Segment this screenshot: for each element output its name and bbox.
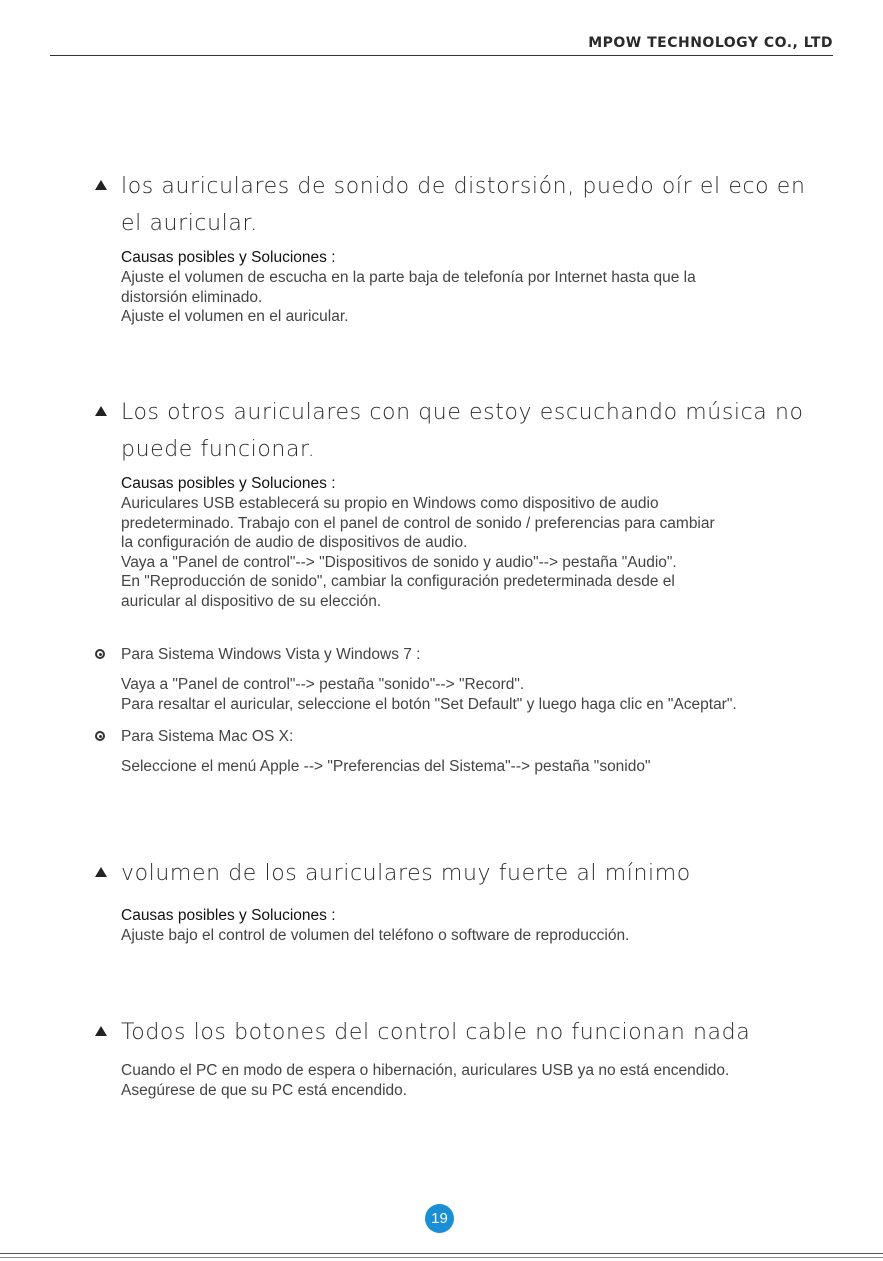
- body-line: Vaya a "Panel de control"--> "Dispositivos de sonido y audio"--> pestaña "Audio".: [121, 553, 677, 571]
- faq-section-echo: [95, 168, 815, 327]
- faq-section-buttons: [95, 1014, 815, 1100]
- section-body: [121, 1061, 815, 1100]
- body-line: auricular al dispositivo de su elección.: [121, 592, 382, 610]
- footer-rule: [0, 1257, 883, 1258]
- footer-rule: [0, 1253, 883, 1254]
- body-line: Ajuste el volumen de escucha en la parte baja de telefonía por Internet hasta que la: [121, 269, 696, 286]
- body-line: Asegúrese de que su PC está encendido.: [121, 1081, 408, 1099]
- faq-section-volume: [95, 855, 815, 946]
- section-body: [121, 926, 815, 946]
- bullet-body: [121, 675, 815, 714]
- bullet-label: Para Sistema Windows Vista y Windows 7 :: [121, 646, 421, 663]
- causes-subheading: Causas posibles y Soluciones :: [121, 249, 336, 266]
- heading-line: Todos los botones del control cable no funcionan nada: [121, 1020, 751, 1045]
- causes-subheading: Causas posibles y Soluciones :: [121, 907, 336, 924]
- os-instructions: [95, 645, 815, 777]
- causes-subheading: Causas posibles y Soluciones :: [121, 475, 336, 492]
- os-bullet-windows: [95, 645, 815, 714]
- body-line: Auriculares USB establecerá su propio en Windows como dispositivo de audio: [121, 495, 659, 512]
- triangle-bullet-icon: [95, 867, 107, 877]
- section-heading: [95, 1014, 815, 1051]
- company-name: MPOW TECHNOLOGY CO., LTD: [588, 35, 833, 51]
- heading-line: volumen de los auriculares muy fuerte al mínimo: [121, 861, 691, 886]
- triangle-bullet-icon: [95, 180, 107, 190]
- triangle-bullet-icon: [95, 406, 107, 416]
- heading-line: los auriculares de sonido de distorsión, puedo oír el eco en: [121, 174, 806, 199]
- body-line: la configuración de audio de dispositivos de audio.: [121, 534, 468, 551]
- heading-line: Los otros auriculares con que estoy escuchando música no: [121, 400, 804, 425]
- body-line: Ajuste el volumen en el auricular.: [121, 308, 349, 325]
- target-bullet-icon: [95, 731, 105, 741]
- body-line: Para resaltar el auricular, seleccione el botón "Set Default" y luego haga clic en "Aceptar".: [121, 695, 737, 713]
- heading-line: puede funcionar.: [121, 437, 316, 462]
- bullet-body: [121, 757, 815, 777]
- section-heading: [95, 168, 815, 242]
- os-bullet-mac: [95, 727, 815, 777]
- body-line: Cuando el PC en modo de espera o hibernación, auriculares USB ya no está encendido.: [121, 1062, 730, 1079]
- header-rule: [50, 55, 833, 56]
- faq-section-other-headphones: [95, 394, 815, 611]
- body-line: Ajuste bajo el control de volumen del teléfono o software de reproducción.: [121, 927, 630, 944]
- triangle-bullet-icon: [95, 1026, 107, 1036]
- section-heading: [95, 855, 815, 892]
- body-line: distorsión eliminado.: [121, 288, 263, 306]
- section-heading: [95, 394, 815, 468]
- section-body: [121, 268, 815, 327]
- page-number-badge: 19: [425, 1204, 454, 1233]
- body-line: Vaya a "Panel de control"--> pestaña "sonido"--> "Record".: [121, 676, 525, 693]
- heading-line: el auricular.: [121, 211, 258, 236]
- section-body: [121, 494, 815, 611]
- bullet-label: Para Sistema Mac OS X:: [121, 728, 294, 745]
- body-line: Seleccione el menú Apple --> "Preferencias del Sistema"--> pestaña "sonido": [121, 758, 651, 775]
- body-line: predeterminado. Trabajo con el panel de control de sonido / preferencias para cambiar: [121, 514, 715, 532]
- target-bullet-icon: [95, 649, 105, 659]
- body-line: En "Reproducción de sonido", cambiar la configuración predeterminada desde el: [121, 573, 675, 590]
